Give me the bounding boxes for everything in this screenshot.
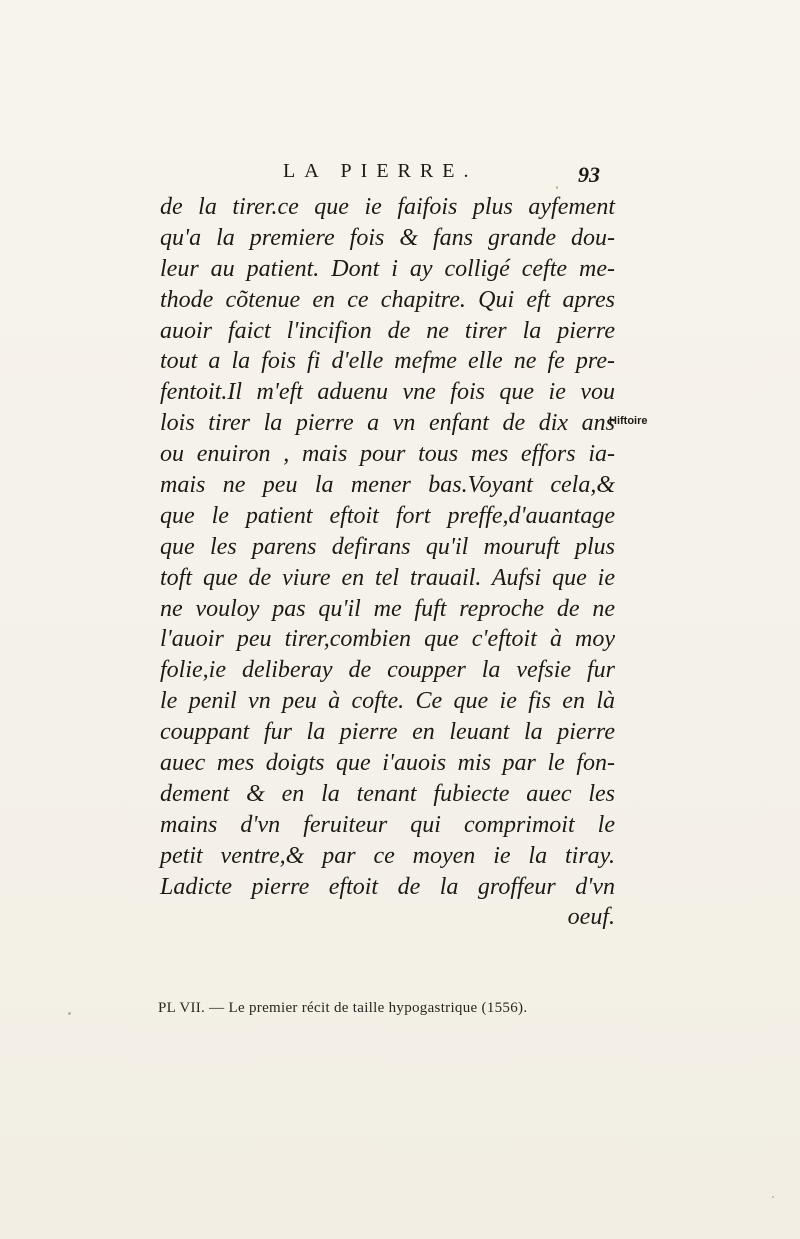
text-line: folie,ie deliberay de coupper la vefsie fur [160,657,615,684]
text-line: mains d'vn feruiteur qui comprimoit le [160,811,615,838]
text-line: Ladicte pierre eftoit de la groffeur d'vn [160,873,615,900]
plate-caption: PL VII. — Le premier récit de taille hypogastrique (1556). [158,1000,528,1016]
text-line: couppant fur la pierre en leuant la pierre [160,719,615,746]
text-line: ne vouloy pas qu'il me fuft reproche de ne [160,595,615,622]
paper-speck [556,186,558,189]
page-number: 93 [578,162,600,187]
text-line: fentoit.Il m'eft aduenu vne fois que ie vou [160,379,615,406]
text-line: auec mes doigts que i'auois mis par le fon- [160,750,615,777]
text-line: le penil vn peu à cofte. Ce que ie fis en là [160,688,615,715]
text-line: l'auoir peu tirer,combien que c'eftoit à moy [160,626,615,653]
text-line: toft que de viure en tel trauail. Aufsi que ie [160,564,615,591]
text-line: auoir faict l'incifion de ne tirer la pierre [160,317,615,344]
text-line: tout a la fois fi d'elle mefme elle ne fe pre- [160,348,615,375]
text-line: leur au patient. Dont i ay colligé cefte me- [160,255,615,282]
text-line: oeuf. [567,904,615,931]
text-line: dement & en la tenant fubiecte auec les [160,780,615,807]
text-line: petit ventre,& par ce moyen ie la tiray. [160,842,615,869]
text-line: ou enuiron , mais pour tous mes effors ia- [160,441,615,468]
paper-speck [772,1196,774,1198]
text-line: que le patient eftoit fort preffe,d'auantage [160,502,615,529]
body-text [160,192,615,933]
text-line: qu'a la premiere fois & fans grande dou- [160,224,615,251]
text-line: mais ne peu la mener bas.Voyant cela,& [160,472,615,499]
text-line: de la tirer.ce que ie faifois plus ayfement [160,194,615,220]
margin-note: Hiftoire [609,415,648,427]
text-line: lois tirer la pierre a vn enfant de dix ans [160,410,615,437]
text-line: thode cõtenue en ce chapitre. Qui eft apres [160,286,615,313]
running-head: LA PIERRE. [283,160,478,182]
paper-speck [68,1012,71,1015]
text-line: que les parens defirans qu'il mouruft plus [160,533,615,560]
